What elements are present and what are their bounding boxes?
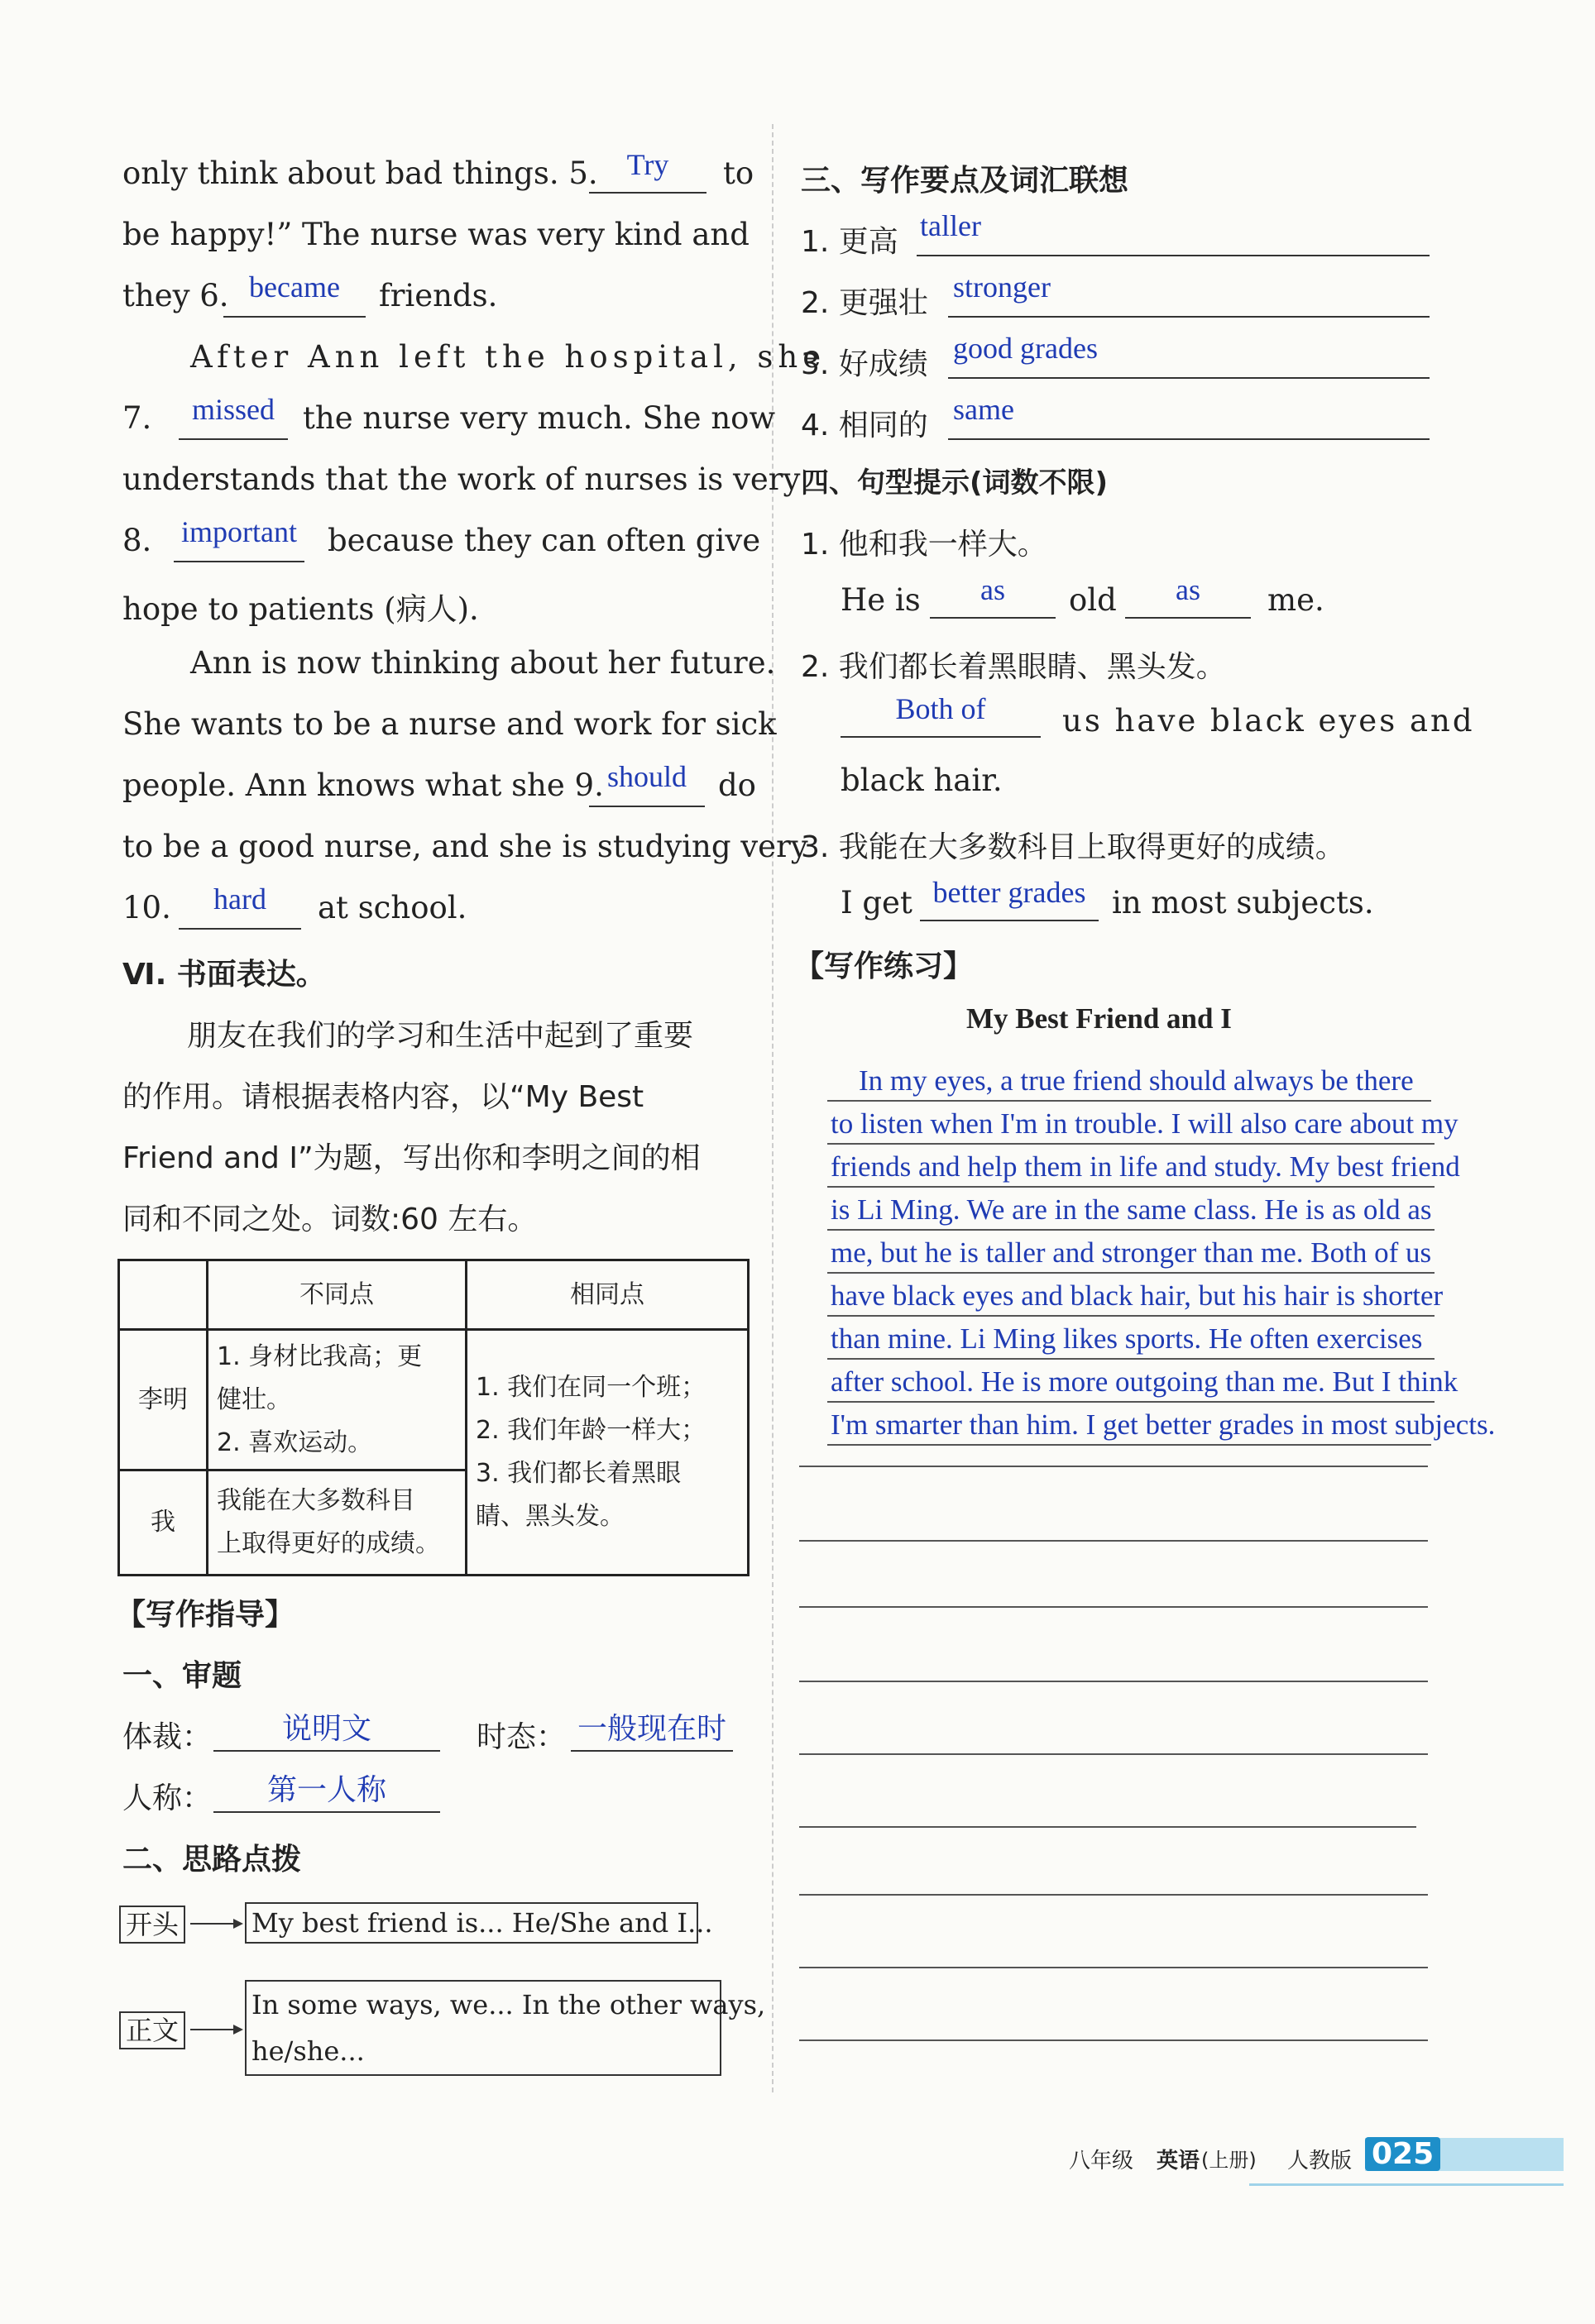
essay-line: have black eyes and black hair, but his hair is shorter bbox=[827, 1277, 1435, 1317]
passage-text: because they can often give bbox=[328, 523, 761, 558]
opening-text-box: My best friend is... He/She and I... bbox=[245, 1902, 698, 1944]
sentence-text: He is bbox=[841, 582, 921, 618]
table-row-label: 李明 bbox=[119, 1330, 208, 1470]
essay-line: friends and help them in life and study. My best friend bbox=[827, 1148, 1435, 1188]
arrow-icon bbox=[190, 2029, 242, 2030]
vocab-title: 三、写作要点及词汇联想 bbox=[801, 164, 1129, 198]
passage-text: to bbox=[723, 155, 754, 191]
passage-text: do bbox=[718, 767, 756, 803]
answer-7: missed bbox=[191, 393, 275, 426]
genre-label: 体裁： bbox=[122, 1720, 213, 1754]
writing-line[interactable] bbox=[799, 1606, 1428, 1608]
sentences-title: 四、句型提示(词数不限) bbox=[801, 466, 1109, 500]
sentence-text: black hair. bbox=[841, 763, 1003, 798]
table-cell bbox=[208, 1330, 467, 1470]
passage-line: to be a good nurse, and she is studying very bbox=[122, 829, 808, 864]
passage-line: She wants to be a nurse and work for sick bbox=[122, 706, 777, 742]
passage-line: hope to patients (病人). bbox=[122, 591, 479, 627]
passage-line: After Ann left the hospital, she bbox=[190, 339, 826, 375]
sentence-prompt: 1. 他和我一样大。 bbox=[801, 528, 1047, 562]
table-corner bbox=[119, 1260, 208, 1330]
answer-9: should bbox=[606, 760, 687, 793]
practice-title: 【写作练习】 bbox=[794, 949, 974, 983]
writing-line[interactable] bbox=[799, 1894, 1428, 1896]
vocab-cn: 2. 更强壮 bbox=[801, 286, 928, 320]
table-header: 不同点 bbox=[208, 1260, 467, 1330]
answer-10: hard bbox=[213, 882, 266, 916]
tense-label: 时态： bbox=[477, 1720, 567, 1754]
guide-title: 【写作指导】 bbox=[116, 1598, 295, 1632]
sentence-text: us have black eyes and bbox=[1062, 703, 1475, 739]
cell-line: 健壮。 bbox=[217, 1384, 291, 1414]
footer-edition: 人教版 bbox=[1287, 2149, 1353, 2173]
page-number: 025 bbox=[1365, 2137, 1440, 2171]
writing-line[interactable] bbox=[799, 1466, 1428, 1467]
essay-line: to listen when I'm in trouble. I will also care about my bbox=[827, 1105, 1435, 1145]
body-text-box bbox=[245, 1980, 766, 2076]
essay-line: In my eyes, a true friend should always be there bbox=[827, 1062, 1431, 1102]
table-row-label: 我 bbox=[119, 1470, 208, 1576]
essay-underline bbox=[827, 1444, 1431, 1446]
writing-line[interactable] bbox=[799, 1681, 1428, 1682]
footer-rule bbox=[1249, 2183, 1564, 2186]
guide-step-2: 二、思路点拨 bbox=[122, 1843, 302, 1877]
writing-line[interactable] bbox=[799, 2039, 1428, 2041]
cell-line: 1. 我们在同一个班； bbox=[476, 1373, 706, 1402]
answer-6: became bbox=[249, 270, 340, 304]
sentence-text: old bbox=[1069, 582, 1117, 618]
passage-line: only think about bad things. 5. bbox=[122, 155, 598, 191]
instruction-line: 同和不同之处。词数:60 左右。 bbox=[122, 1203, 538, 1236]
instruction-line: 的作用。请根据表格内容，以“My Best bbox=[122, 1080, 644, 1114]
passage-line: be happy!” The nurse was very kind and bbox=[122, 217, 750, 252]
vocab-answer: stronger bbox=[953, 270, 1051, 304]
sentence-prompt: 2. 我们都长着黑眼睛、黑头发。 bbox=[801, 650, 1226, 684]
answer-5: Try bbox=[626, 148, 669, 181]
passage-text: people. Ann knows what she 9. bbox=[122, 767, 604, 803]
body-label-box: 正文 bbox=[119, 2011, 185, 2049]
sentence-answer: Both of bbox=[895, 692, 986, 725]
passage-text: 7. bbox=[122, 400, 152, 436]
cell-line: 1. 身材比我高；更 bbox=[217, 1341, 423, 1371]
cell-line: 2. 我们年龄一样大； bbox=[476, 1416, 706, 1445]
vocab-blank[interactable] bbox=[917, 213, 1430, 256]
instruction-line: 朋友在我们的学习和生活中起到了重要 bbox=[187, 1019, 694, 1053]
footer-grade: 八年级 bbox=[1069, 2149, 1134, 2173]
guide-step-1: 一、审题 bbox=[122, 1659, 242, 1693]
sentence-answer: as bbox=[1176, 573, 1200, 606]
table-header: 相同点 bbox=[467, 1260, 749, 1330]
essay-line: is Li Ming. We are in the same class. He is as old as bbox=[827, 1191, 1435, 1231]
tense-answer: 一般现在时 bbox=[577, 1712, 726, 1745]
passage-text: 8. bbox=[122, 523, 152, 558]
cell-line: 2. 喜欢运动。 bbox=[217, 1427, 373, 1457]
person-answer: 第一人称 bbox=[266, 1773, 386, 1806]
footer-subject: 英语 bbox=[1157, 2149, 1200, 2173]
footer-volume: (上册) bbox=[1201, 2149, 1257, 2172]
genre-answer: 说明文 bbox=[281, 1712, 371, 1745]
writing-line[interactable] bbox=[799, 1967, 1428, 1968]
body-text-line: he/she... bbox=[251, 2035, 365, 2067]
vocab-cn: 1. 更高 bbox=[801, 225, 898, 259]
table-cell bbox=[467, 1330, 749, 1576]
sentence-text: in most subjects. bbox=[1112, 885, 1374, 921]
section-6-title: Ⅵ. 书面表达。 bbox=[122, 958, 326, 992]
sentence-text: I get bbox=[841, 885, 912, 921]
essay-line: I'm smarter than him. I get better grades in most subjects. bbox=[831, 1408, 1496, 1441]
essay-line: than mine. Li Ming likes sports. He often exercises bbox=[827, 1320, 1435, 1360]
sentence-prompt: 3. 我能在大多数科目上取得更好的成绩。 bbox=[801, 830, 1345, 864]
vocab-cn: 3. 好成绩 bbox=[801, 347, 928, 381]
cell-line: 3. 我们都长着黑眼 bbox=[476, 1459, 682, 1488]
passage-line: understands that the work of nurses is very bbox=[122, 461, 801, 497]
passage-text: 10. bbox=[122, 890, 171, 925]
essay-line: me, but he is taller and stronger than me. Both of us bbox=[827, 1234, 1435, 1274]
essay-title: My Best Friend and I bbox=[966, 1002, 1232, 1035]
passage-text: the nurse very much. She now bbox=[303, 400, 776, 436]
opening-label-box: 开头 bbox=[119, 1906, 185, 1944]
sentence-text: me. bbox=[1267, 582, 1324, 618]
passage-text: friends. bbox=[379, 278, 498, 313]
passage-text: at school. bbox=[318, 890, 467, 925]
instruction-line: Friend and I”为题，写出你和李明之间的相 bbox=[122, 1141, 701, 1175]
sentence-answer: better grades bbox=[932, 876, 1086, 909]
table-cell bbox=[208, 1470, 467, 1576]
comparison-table bbox=[117, 1259, 750, 1576]
cell-line: 上取得更好的成绩。 bbox=[217, 1529, 440, 1558]
passage-line: Ann is now thinking about her future. bbox=[190, 645, 776, 681]
body-text-line: In some ways, we... In the other ways, bbox=[251, 1989, 766, 2020]
vocab-answer: same bbox=[953, 393, 1014, 426]
vocab-answer: taller bbox=[920, 209, 981, 242]
person-label: 人称： bbox=[122, 1781, 213, 1815]
vocab-blank[interactable] bbox=[948, 397, 1430, 440]
writing-line[interactable] bbox=[799, 1540, 1428, 1542]
vocab-cn: 4. 相同的 bbox=[801, 409, 928, 442]
sentence-answer: as bbox=[980, 573, 1005, 606]
passage-text: they 6. bbox=[122, 278, 229, 313]
writing-line[interactable] bbox=[799, 1753, 1428, 1755]
answer-8: important bbox=[181, 515, 297, 548]
vocab-answer: good grades bbox=[953, 332, 1098, 365]
cell-line: 睛、黑头发。 bbox=[476, 1502, 625, 1531]
writing-line[interactable] bbox=[799, 1826, 1416, 1828]
cell-line: 我能在大多数科目 bbox=[217, 1486, 415, 1515]
arrow-icon bbox=[190, 1923, 242, 1925]
essay-line: after school. He is more outgoing than me. But I think bbox=[827, 1363, 1435, 1403]
